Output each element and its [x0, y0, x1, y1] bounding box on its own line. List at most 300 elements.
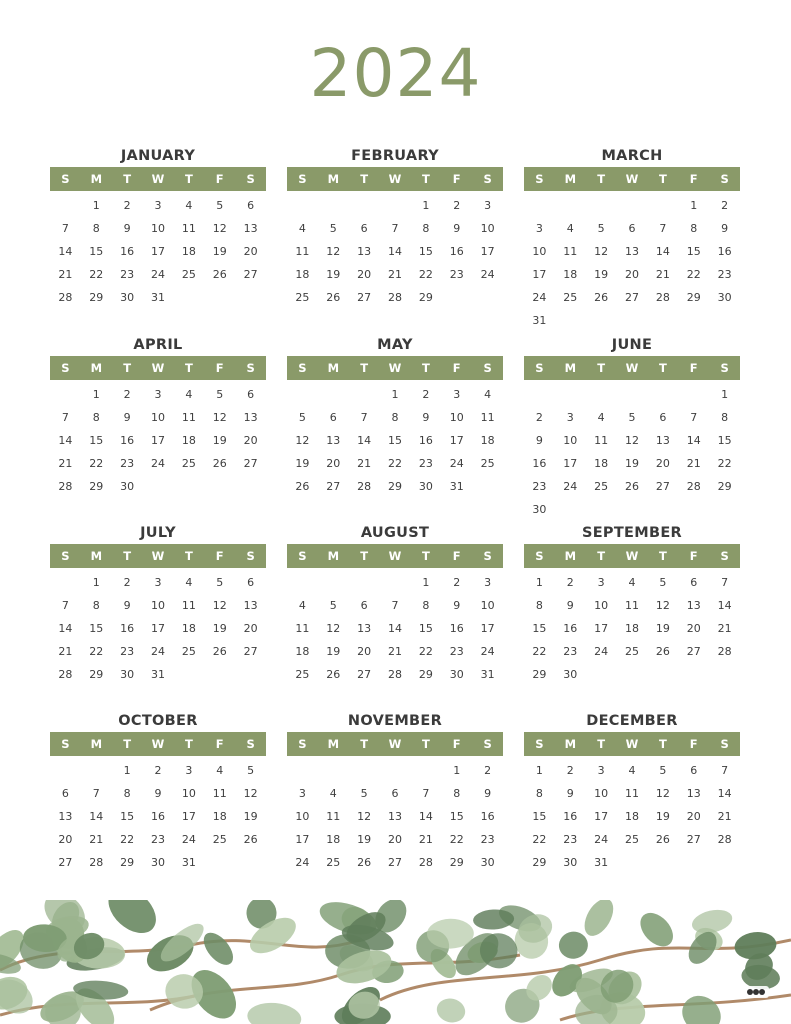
month-april [50, 332, 266, 498]
week-row [524, 406, 740, 429]
weekday-label: W [625, 172, 639, 186]
day-cell: 24 [594, 645, 609, 658]
day-cell [709, 851, 740, 874]
day-cell: 22 [388, 457, 402, 470]
day-cell: 3 [597, 764, 605, 777]
day-cell [50, 194, 81, 217]
day-cell [441, 286, 472, 309]
day-cell: 3 [298, 787, 306, 800]
day-cell: 29 [89, 291, 104, 304]
weekday-header-bar [50, 167, 266, 191]
day-cell: 8 [422, 222, 430, 235]
day-cell: 19 [243, 810, 258, 823]
leaf [100, 900, 165, 942]
day-cell: 19 [625, 457, 639, 470]
week-row [50, 452, 266, 475]
day-cell [647, 498, 678, 521]
day-cell: 16 [418, 434, 433, 447]
day-cell: 25 [181, 457, 196, 470]
day-cell: 30 [480, 856, 495, 869]
day-cell: 20 [357, 645, 372, 658]
week-row [287, 640, 503, 663]
day-cell [349, 194, 380, 217]
month-march [524, 143, 740, 332]
day-cell: 29 [120, 856, 135, 869]
day-cell: 19 [295, 457, 310, 470]
day-cell [235, 851, 266, 874]
day-cell: 23 [717, 268, 732, 281]
day-cell: 31 [532, 314, 547, 327]
day-cell: 7 [422, 787, 430, 800]
month-name: OCTOBER [118, 713, 198, 729]
weekday-label: T [597, 737, 606, 751]
day-cell [524, 383, 555, 406]
day-cell: 31 [449, 480, 464, 493]
day-cell: 21 [58, 457, 73, 470]
week-row [50, 663, 266, 686]
week-row [524, 309, 740, 332]
weekday-header-bar [287, 167, 503, 191]
day-cell: 11 [326, 810, 341, 823]
day-cell: 20 [243, 245, 258, 258]
weekday-header-bar [287, 732, 503, 756]
day-cell: 13 [625, 245, 639, 258]
day-cell [678, 309, 709, 332]
day-cell: 9 [484, 787, 492, 800]
day-cell: 9 [453, 599, 461, 612]
day-cell: 25 [326, 856, 341, 869]
day-cell: 29 [717, 480, 732, 493]
day-cell: 14 [418, 810, 433, 823]
day-cell: 7 [61, 599, 69, 612]
day-cell: 28 [58, 291, 73, 304]
day-cell: 29 [89, 668, 104, 681]
weekday-label: F [452, 172, 461, 186]
day-cell: 22 [532, 645, 547, 658]
weekday-label: T [184, 172, 193, 186]
week-row [50, 805, 266, 828]
weekday-label: S [483, 172, 492, 186]
day-cell: 23 [449, 645, 464, 658]
weekday-header-bar [50, 732, 266, 756]
day-cell [235, 663, 266, 686]
day-cell [709, 309, 740, 332]
day-cell: 23 [418, 457, 433, 470]
day-cell [380, 759, 411, 782]
day-cell: 18 [212, 810, 227, 823]
day-cell: 14 [89, 810, 104, 823]
week-row [50, 240, 266, 263]
day-cell: 22 [717, 457, 732, 470]
day-cell: 28 [717, 833, 732, 846]
day-cell [647, 663, 678, 686]
day-cell: 18 [181, 622, 196, 635]
day-cell: 28 [717, 645, 732, 658]
day-cell: 18 [563, 268, 578, 281]
day-cell [318, 759, 349, 782]
weekday-label: F [689, 737, 698, 751]
day-cell: 12 [625, 434, 639, 447]
weekday-label: T [184, 361, 193, 375]
week-row [287, 759, 503, 782]
weekday-label: S [483, 361, 492, 375]
weekday-header-bar [287, 544, 503, 568]
day-cell: 7 [92, 787, 100, 800]
day-cell: 6 [690, 764, 698, 777]
day-cell: 14 [655, 245, 670, 258]
day-cell: 20 [655, 457, 670, 470]
day-cell: 20 [243, 622, 258, 635]
day-cell [318, 571, 349, 594]
day-cell: 21 [357, 457, 372, 470]
day-cell: 31 [594, 856, 609, 869]
day-cell: 2 [535, 411, 543, 424]
week-row [50, 571, 266, 594]
day-cell: 21 [686, 457, 701, 470]
day-cell: 6 [690, 576, 698, 589]
day-cell: 15 [418, 245, 433, 258]
day-cell: 13 [388, 810, 402, 823]
day-cell: 19 [212, 622, 227, 635]
day-cell: 27 [655, 480, 670, 493]
day-cell: 7 [61, 222, 69, 235]
day-cell [647, 383, 678, 406]
day-cell: 22 [89, 457, 104, 470]
day-cell: 1 [92, 576, 100, 589]
day-cell: 3 [597, 576, 605, 589]
week-row [524, 759, 740, 782]
day-cell: 30 [563, 668, 578, 681]
day-cell: 26 [655, 645, 670, 658]
day-cell: 20 [686, 622, 701, 635]
day-cell: 25 [625, 833, 639, 846]
month-name: DECEMBER [586, 713, 678, 729]
weekday-label: M [90, 361, 103, 375]
day-cell [349, 383, 380, 406]
weekday-label: S [535, 172, 544, 186]
day-cell: 19 [212, 245, 227, 258]
weekday-label: S [298, 361, 307, 375]
day-cell: 17 [151, 622, 165, 635]
day-cell: 1 [690, 199, 698, 212]
day-cell [709, 498, 740, 521]
day-cell: 31 [151, 291, 165, 304]
day-cell: 27 [357, 668, 372, 681]
day-cell [380, 571, 411, 594]
day-cell: 26 [243, 833, 258, 846]
week-row [524, 571, 740, 594]
day-cell: 17 [449, 434, 464, 447]
month-august [287, 520, 503, 686]
day-cell: 6 [659, 411, 667, 424]
day-cell: 29 [532, 668, 547, 681]
day-cell: 11 [181, 222, 196, 235]
day-cell: 16 [563, 622, 578, 635]
day-cell: 2 [123, 388, 131, 401]
weekday-label: T [360, 172, 369, 186]
day-cell: 17 [594, 622, 609, 635]
week-row [524, 617, 740, 640]
week-row [524, 263, 740, 286]
weekday-label: W [388, 737, 402, 751]
day-cell: 13 [655, 434, 670, 447]
weekday-header-bar [524, 167, 740, 191]
week-row [287, 263, 503, 286]
day-cell: 7 [391, 599, 399, 612]
day-cell [555, 309, 586, 332]
day-cell: 9 [123, 599, 131, 612]
week-row [50, 594, 266, 617]
leaf [246, 1001, 302, 1024]
day-cell: 6 [247, 576, 255, 589]
weekday-label: M [327, 549, 340, 563]
day-cell: 3 [484, 199, 492, 212]
day-cell: 24 [151, 645, 165, 658]
day-cell: 14 [388, 245, 402, 258]
day-cell: 26 [326, 291, 341, 304]
day-cell: 4 [329, 787, 337, 800]
day-cell: 11 [563, 245, 578, 258]
weekday-label: T [360, 737, 369, 751]
day-cell: 22 [89, 645, 104, 658]
leaf [675, 988, 728, 1024]
week-row [524, 828, 740, 851]
day-cell: 30 [120, 480, 135, 493]
day-cell [173, 663, 204, 686]
day-cell: 18 [594, 457, 609, 470]
day-cell [647, 194, 678, 217]
week-row [50, 406, 266, 429]
week-row [524, 594, 740, 617]
day-cell: 23 [120, 645, 135, 658]
day-cell: 27 [686, 833, 701, 846]
day-cell [617, 309, 648, 332]
day-cell: 13 [326, 434, 341, 447]
weekday-label: F [452, 737, 461, 751]
day-cell: 12 [326, 622, 341, 635]
month-september [524, 520, 740, 686]
weekday-header-bar [524, 544, 740, 568]
day-cell: 3 [154, 576, 162, 589]
day-cell: 26 [295, 480, 310, 493]
day-cell: 20 [243, 434, 258, 447]
day-cell: 12 [326, 245, 341, 258]
month-name: JUNE [611, 337, 653, 353]
day-cell [143, 475, 174, 498]
week-row [287, 475, 503, 498]
day-cell: 13 [243, 599, 258, 612]
week-row [50, 217, 266, 240]
day-cell: 4 [628, 764, 636, 777]
weekday-label: T [184, 737, 193, 751]
day-cell: 8 [535, 599, 543, 612]
weekday-label: S [61, 737, 70, 751]
day-cell: 18 [181, 245, 196, 258]
week-row [287, 571, 503, 594]
day-cell: 5 [216, 388, 224, 401]
month-name: JANUARY [120, 148, 196, 164]
week-row [524, 851, 740, 874]
weeks [287, 571, 503, 686]
month-name: FEBRUARY [351, 148, 439, 164]
day-cell: 9 [422, 411, 430, 424]
weekday-label: W [625, 361, 639, 375]
day-cell: 22 [686, 268, 701, 281]
day-cell: 1 [535, 764, 543, 777]
day-cell: 26 [212, 457, 227, 470]
day-cell: 24 [449, 457, 464, 470]
day-cell [524, 194, 555, 217]
day-cell: 26 [625, 480, 639, 493]
day-cell: 3 [484, 576, 492, 589]
day-cell [617, 663, 648, 686]
day-cell: 1 [92, 388, 100, 401]
month-name: JULY [140, 525, 176, 541]
day-cell: 21 [717, 810, 732, 823]
day-cell: 9 [566, 787, 574, 800]
day-cell [287, 194, 318, 217]
weekday-label: T [184, 549, 193, 563]
day-cell [617, 194, 648, 217]
day-cell: 11 [625, 599, 639, 612]
weekday-label: T [421, 549, 430, 563]
week-row [524, 498, 740, 521]
week-row [524, 782, 740, 805]
day-cell [555, 194, 586, 217]
day-cell: 3 [535, 222, 543, 235]
day-cell: 28 [89, 856, 104, 869]
month-name: NOVEMBER [347, 713, 443, 729]
printables-logo-icon [741, 983, 771, 1001]
day-cell: 23 [563, 833, 578, 846]
day-cell: 27 [388, 856, 402, 869]
weekday-label: S [61, 549, 70, 563]
day-cell: 1 [123, 764, 131, 777]
day-cell: 25 [594, 480, 609, 493]
day-cell: 4 [566, 222, 574, 235]
day-cell: 14 [717, 787, 732, 800]
day-cell: 11 [594, 434, 609, 447]
day-cell [647, 309, 678, 332]
week-row [287, 286, 503, 309]
weekday-label: M [90, 549, 103, 563]
day-cell: 16 [449, 245, 464, 258]
day-cell [173, 475, 204, 498]
day-cell: 28 [418, 856, 433, 869]
day-cell [50, 759, 81, 782]
day-cell: 21 [58, 645, 73, 658]
day-cell [555, 383, 586, 406]
week-row [50, 383, 266, 406]
day-cell: 8 [453, 787, 461, 800]
leaf [634, 907, 679, 953]
day-cell: 3 [566, 411, 574, 424]
weekday-label: F [215, 549, 224, 563]
day-cell [617, 383, 648, 406]
day-cell: 18 [295, 268, 310, 281]
weekday-label: T [597, 361, 606, 375]
day-cell: 16 [120, 434, 135, 447]
day-cell: 6 [61, 787, 69, 800]
week-row [524, 452, 740, 475]
day-cell: 10 [295, 810, 310, 823]
weeks [50, 383, 266, 498]
week-row [524, 217, 740, 240]
day-cell: 30 [120, 291, 135, 304]
day-cell: 28 [388, 668, 402, 681]
weekday-label: W [388, 361, 402, 375]
weekday-label: W [625, 549, 639, 563]
weekday-label: S [535, 549, 544, 563]
weekday-label: S [298, 549, 307, 563]
day-cell: 4 [185, 576, 193, 589]
week-row [50, 759, 266, 782]
day-cell: 3 [185, 764, 193, 777]
day-cell: 23 [120, 268, 135, 281]
day-cell: 30 [120, 668, 135, 681]
day-cell: 2 [484, 764, 492, 777]
day-cell: 17 [151, 434, 165, 447]
page-title: 2024 [309, 35, 482, 112]
week-row [287, 851, 503, 874]
weekday-label: S [483, 737, 492, 751]
day-cell [204, 475, 235, 498]
day-cell: 16 [151, 810, 165, 823]
day-cell [349, 759, 380, 782]
day-cell: 5 [360, 787, 368, 800]
day-cell: 10 [151, 411, 165, 424]
day-cell: 25 [212, 833, 227, 846]
day-cell: 24 [151, 457, 165, 470]
day-cell: 23 [563, 645, 578, 658]
day-cell: 14 [717, 599, 732, 612]
day-cell: 25 [563, 291, 578, 304]
day-cell: 5 [298, 411, 306, 424]
week-row [287, 217, 503, 240]
day-cell: 20 [388, 833, 402, 846]
day-cell: 8 [422, 599, 430, 612]
week-row [50, 617, 266, 640]
day-cell: 21 [717, 622, 732, 635]
day-cell: 10 [151, 599, 165, 612]
week-row [524, 240, 740, 263]
day-cell: 21 [655, 268, 670, 281]
day-cell: 30 [449, 668, 464, 681]
day-cell: 5 [659, 764, 667, 777]
day-cell: 7 [360, 411, 368, 424]
day-cell: 1 [422, 576, 430, 589]
day-cell: 21 [58, 268, 73, 281]
weekday-label: F [215, 737, 224, 751]
day-cell [678, 383, 709, 406]
day-cell: 30 [717, 291, 732, 304]
day-cell: 22 [449, 833, 464, 846]
day-cell: 2 [123, 199, 131, 212]
day-cell: 20 [686, 810, 701, 823]
weekday-label: W [151, 172, 165, 186]
day-cell: 19 [357, 833, 372, 846]
weekday-label: S [246, 172, 255, 186]
day-cell: 11 [212, 787, 227, 800]
day-cell: 13 [686, 787, 701, 800]
week-row [287, 240, 503, 263]
day-cell [380, 194, 411, 217]
weekday-label: M [90, 737, 103, 751]
day-cell: 4 [298, 599, 306, 612]
day-cell [555, 498, 586, 521]
day-cell: 3 [453, 388, 461, 401]
day-cell: 5 [216, 576, 224, 589]
